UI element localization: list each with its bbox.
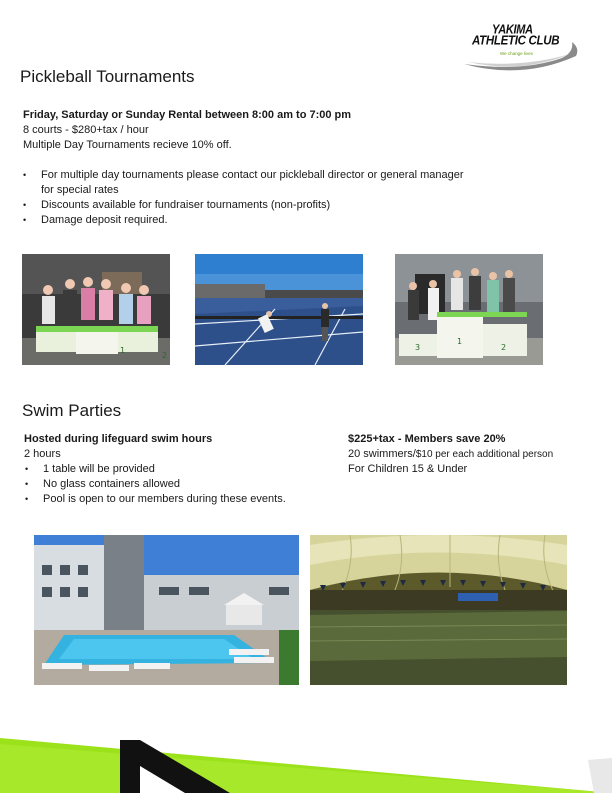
logo-line-2: ATHLETIC CLUB bbox=[472, 34, 560, 48]
podium-players-photo bbox=[395, 254, 543, 365]
svg-text:3: 3 bbox=[415, 343, 421, 352]
duration-line: 2 hours bbox=[24, 448, 61, 460]
svg-text:1: 1 bbox=[120, 346, 126, 355]
outdoor-courts-photo bbox=[195, 254, 363, 365]
list-item: • No glass containers allowed bbox=[24, 477, 334, 492]
swimmers-line bbox=[348, 447, 610, 462]
rental-hours-line: Friday, Saturday or Sunday Rental between 8:00 am to 7:00 pm bbox=[23, 109, 352, 121]
children-line: For Children 15 & Under bbox=[348, 463, 468, 475]
swimmers-main: 20 swimmers/ bbox=[348, 448, 416, 460]
swim-bullets bbox=[24, 462, 334, 507]
pickleball-details bbox=[23, 108, 583, 153]
hosted-line: Hosted during lifeguard swim hours bbox=[24, 433, 213, 445]
logo-tagline: We change lives bbox=[500, 51, 533, 56]
outdoor-pool-photo bbox=[34, 535, 299, 685]
club-logo bbox=[462, 18, 582, 76]
list-item: • For multiple day tournaments please contact our pickleball director or general manager for special rates bbox=[22, 168, 582, 198]
swim-details-right bbox=[348, 432, 610, 477]
list-item: • 1 table will be provided bbox=[24, 462, 334, 477]
list-item: • Pool is open to our members during these events. bbox=[24, 492, 334, 507]
courts-price-line: 8 courts - $280+tax / hour bbox=[23, 124, 149, 136]
podium-group-photo bbox=[22, 254, 170, 365]
swim-details-left bbox=[24, 432, 334, 507]
pickleball-bullets bbox=[22, 168, 582, 228]
list-item: • Discounts available for fundraiser tournaments (non-profits) bbox=[22, 198, 582, 213]
swim-heading: Swim Parties bbox=[22, 401, 122, 420]
svg-text:1: 1 bbox=[457, 337, 463, 346]
svg-text:2: 2 bbox=[162, 351, 168, 360]
pickleball-heading: Pickleball Tournaments bbox=[20, 67, 195, 86]
logo-line-1: YAKIMA bbox=[492, 23, 533, 37]
swimmers-extra: $10 per each additional person bbox=[415, 449, 554, 460]
multiday-discount-line: Multiple Day Tournaments recieve 10% off. bbox=[23, 139, 232, 151]
swim-price-line: $225+tax - Members save 20% bbox=[348, 433, 506, 445]
svg-text:2: 2 bbox=[501, 343, 507, 352]
bottom-decoration bbox=[0, 700, 612, 793]
indoor-pool-dome-photo bbox=[310, 535, 567, 685]
list-item: • Damage deposit required. bbox=[22, 213, 582, 228]
